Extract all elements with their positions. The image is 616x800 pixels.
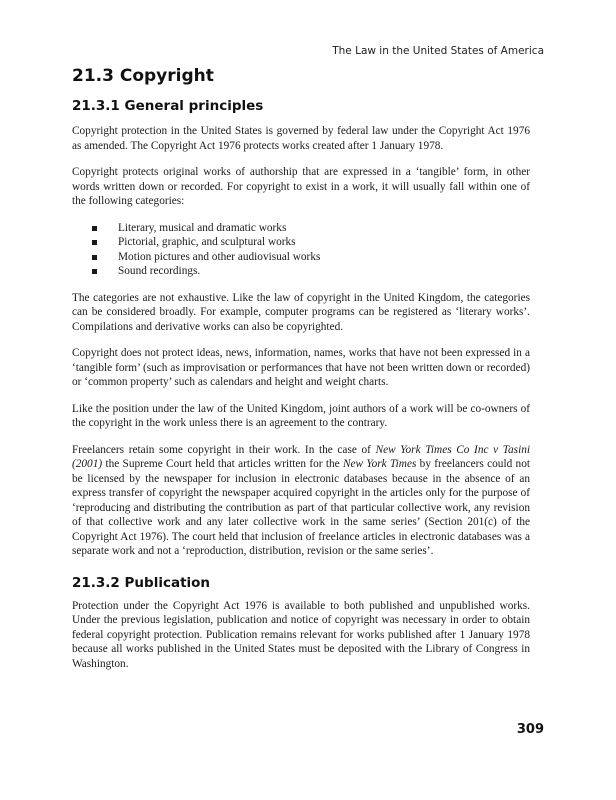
subsection-heading-publication: 21.3.2 Publication bbox=[72, 574, 211, 591]
freelancers-mid: the Supreme Court held that articles written for the bbox=[102, 458, 343, 470]
bullet-square-icon bbox=[92, 240, 97, 245]
paragraph-not-protected: Copyright does not protect ideas, news, information, names, works that have not been expressed in a ‘tangible form’ (such as improvisation or performances that have not been written down or recorded) or ‘common property’ such as calendars and height and weight charts. bbox=[72, 347, 530, 388]
section-heading: 21.3 Copyright bbox=[72, 66, 214, 86]
paragraph-publication: Protection under the Copyright Act 1976 is available to both published and unpublished works. Under the previous legislation, publication and notice of copyright was necessary in order to obtain federal copyright protection. Publication remains relevant for works published after 1 January 1978 because all works published in the United States must be deposited with the Library of Congress in Washington. bbox=[72, 599, 530, 670]
list-item bbox=[92, 221, 530, 236]
paragraph-freelancers bbox=[72, 443, 530, 559]
case-citation: New York Times Co Inc v Tasini (2001) bbox=[72, 443, 530, 470]
list-item bbox=[92, 264, 530, 279]
freelancers-intro: Freelancers retain some copyright in their work. In the case of bbox=[72, 443, 376, 456]
list-item-text: Pictorial, graphic, and sculptural works bbox=[118, 236, 296, 248]
list-item-text: Motion pictures and other audiovisual works bbox=[118, 250, 321, 263]
list-item-text: Literary, musical and dramatic works bbox=[118, 221, 287, 234]
bullet-square-icon bbox=[92, 269, 97, 274]
paragraph-copyright-act: Copyright protection in the United States is governed by federal law under the Copyright Act 1976 as amended. The Copyright Act 1976 protects works created after 1 January 1978. bbox=[72, 125, 530, 152]
category-list bbox=[72, 221, 530, 279]
bullet-square-icon bbox=[92, 255, 97, 260]
running-head: The Law in the United States of America bbox=[332, 45, 544, 57]
list-item-text: Sound recordings. bbox=[118, 265, 201, 277]
newspaper-name: New York Times bbox=[342, 458, 417, 470]
page-number: 309 bbox=[516, 722, 544, 737]
paragraph-tangible-form: Copyright protects original works of authorship that are expressed in a ‘tangible’ form, in other words written down or recorded. For copyright to exist in a work, it will usually fall within one of the following categories: bbox=[72, 166, 530, 207]
paragraph-joint-authors: Like the position under the law of the United Kingdom, joint authors of a work will be co-owners of the copyright in the work unless there is an agreement to the contrary. bbox=[72, 402, 530, 429]
list-item bbox=[92, 250, 530, 265]
freelancers-rest: by freelancers could not be licensed by the newspaper for inclusion in electronic databases because in the absence of an express transfer of copyright the newspaper acquired copyright in the articles only for the purpose of ‘reproducing and distributing the contribution as part of that particular collective work, any revision of that collective work and any later collective work in the same series’ (Section 201(c) of the Copyright Act 1976). The court held that inclusion of freelance articles in electronic databases was a separate work and not a ‘reproduction, distribution, revision or the same series’. bbox=[72, 458, 530, 557]
list-item bbox=[92, 235, 530, 250]
paragraph-categories-not-exhaustive: The categories are not exhaustive. Like the law of copyright in the United Kingdom, the categories can be considered broadly. For example, computer programs can be registered as ‘literary works’. Compilations and derivative works can also be copyrighted. bbox=[72, 291, 530, 333]
subsection-heading-general-principles: 21.3.1 General principles bbox=[72, 98, 264, 114]
page-content bbox=[72, 66, 530, 683]
bullet-square-icon bbox=[92, 226, 97, 231]
